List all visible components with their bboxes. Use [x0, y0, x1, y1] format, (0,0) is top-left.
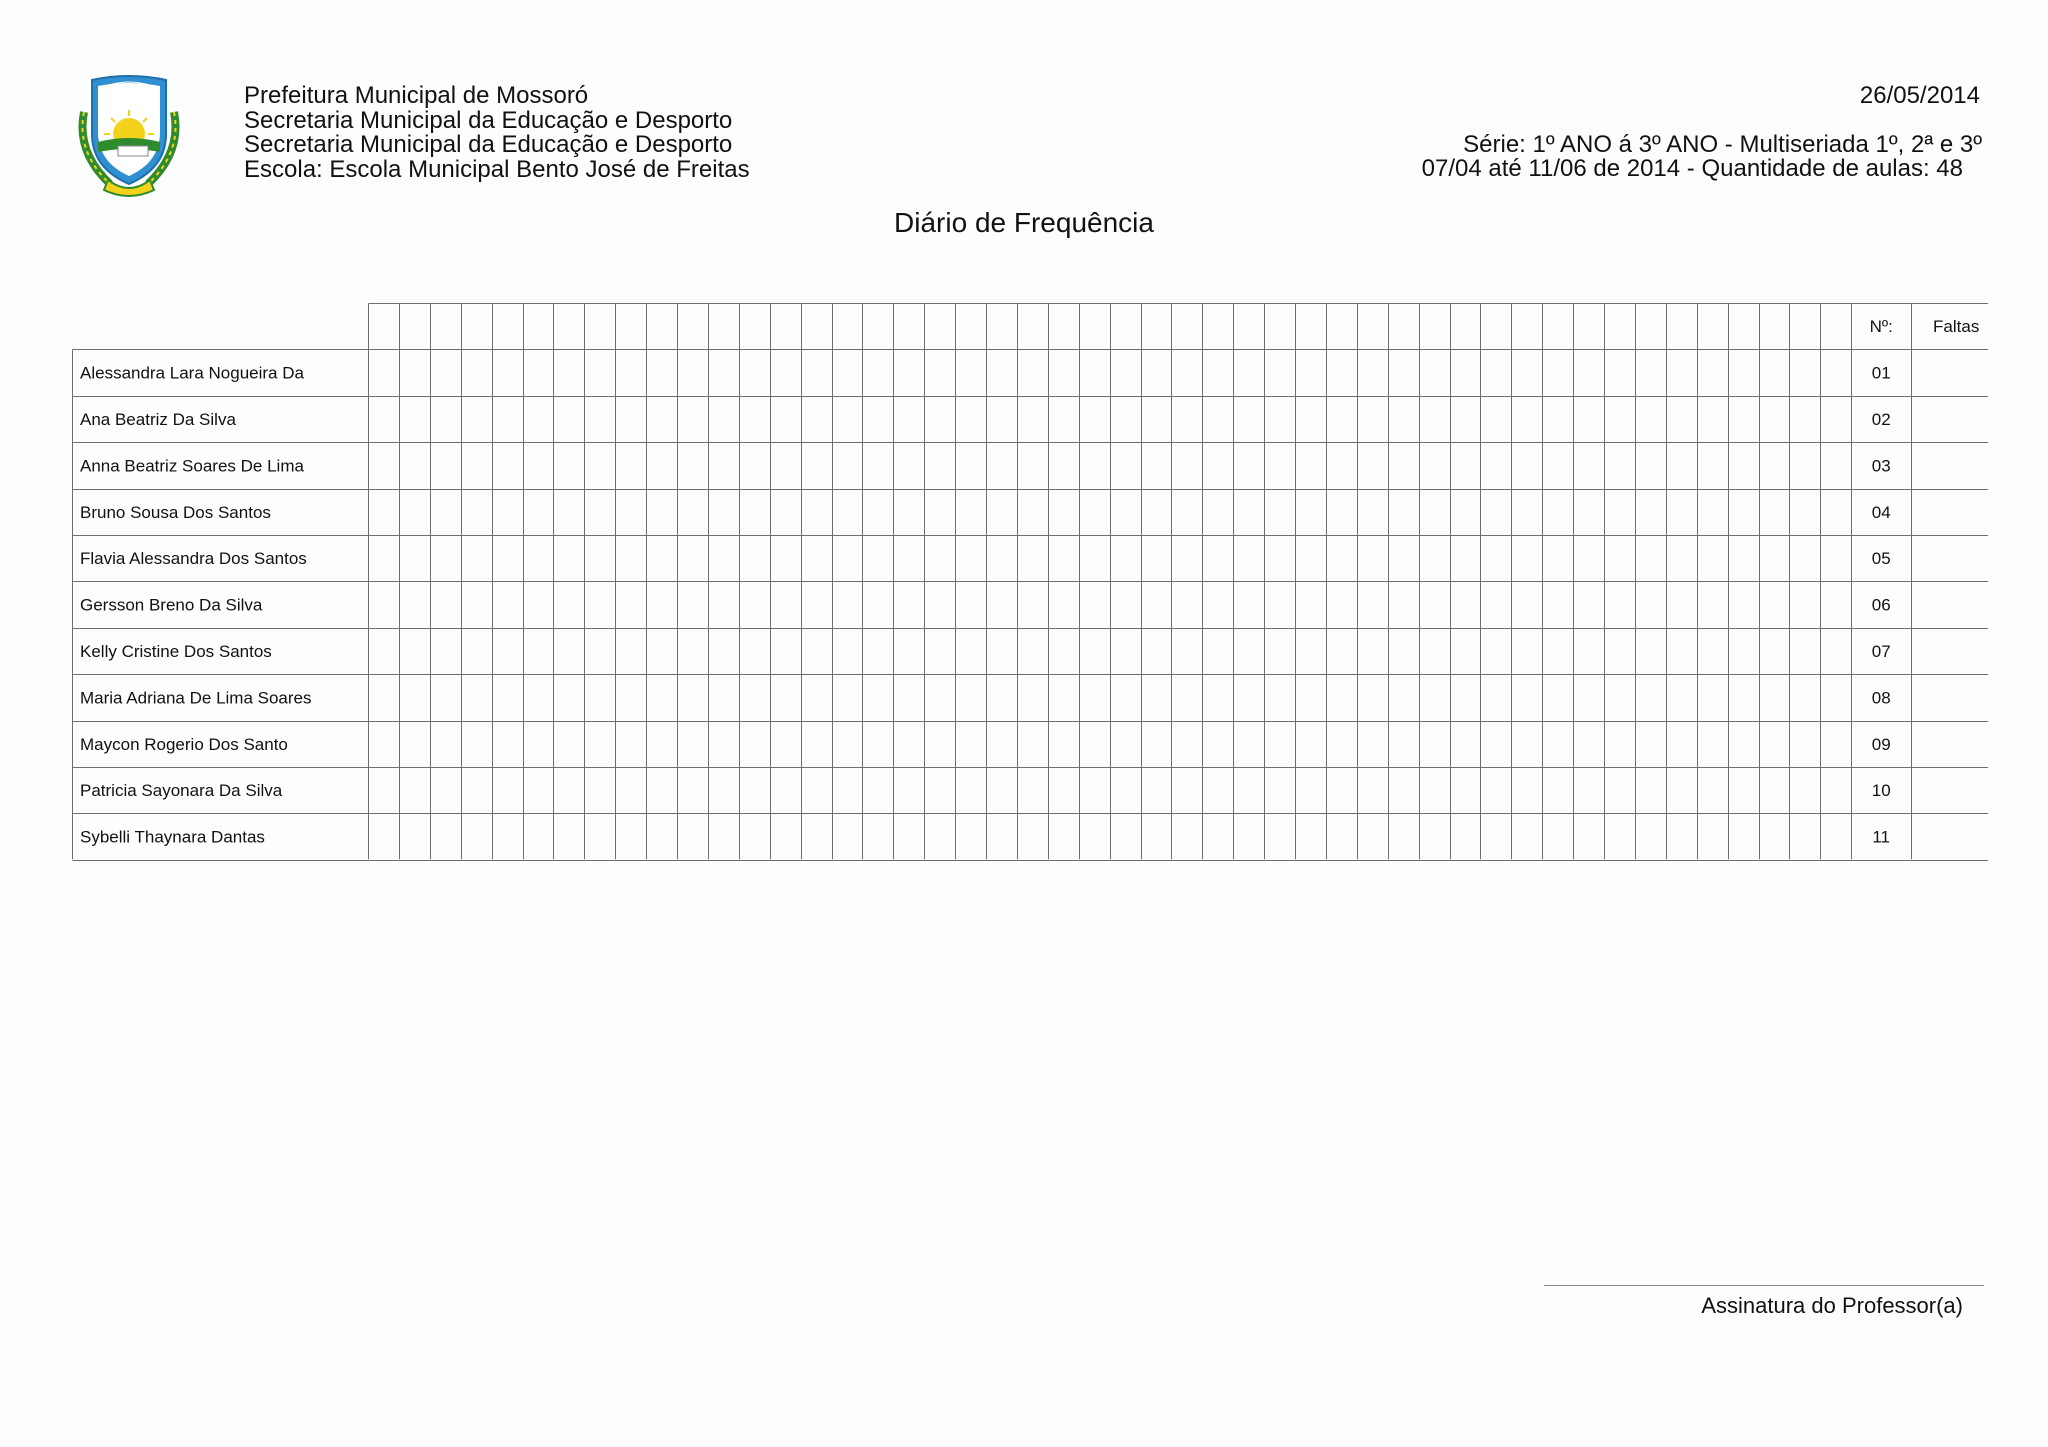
- student-number: 06: [1871, 595, 1891, 615]
- signature-line: [1544, 1285, 1984, 1286]
- header-institution-block: [244, 84, 750, 182]
- column-header-absences: Faltas: [1933, 317, 1980, 337]
- header-prefeitura: Prefeitura Municipal de Mossoró: [244, 82, 589, 109]
- header-secretaria-2: Secretaria Municipal da Educação e Desporto: [244, 131, 733, 158]
- student-name: Ana Beatriz Da Silva: [80, 410, 236, 429]
- student-name: Gersson Breno Da Silva: [80, 595, 263, 615]
- student-name: Alessandra Lara Nogueira Da: [80, 363, 304, 383]
- student-name: Sybelli Thaynara Dantas: [80, 827, 265, 847]
- header-escola: Escola: Escola Municipal Bento José de Freitas: [244, 155, 750, 183]
- period-info: 07/04 até 11/06 de 2014 - Quantidade de aulas: 48: [1421, 155, 1963, 182]
- student-name: Anna Beatriz Soares De Lima: [80, 456, 304, 476]
- student-number: 02: [1871, 410, 1891, 429]
- report-date: 26/05/2014: [1859, 82, 1980, 109]
- attendance-table: [72, 303, 1988, 865]
- student-number: 09: [1871, 734, 1891, 754]
- student-number: 07: [1871, 642, 1891, 661]
- student-number: 01: [1871, 363, 1891, 383]
- student-name: Bruno Sousa Dos Santos: [80, 502, 271, 522]
- column-header-number: Nº:: [1869, 317, 1893, 337]
- student-number: 11: [1872, 827, 1891, 847]
- student-number: 10: [1871, 781, 1891, 801]
- student-name: Patricia Sayonara Da Silva: [80, 781, 283, 801]
- page-title: Diário de Frequência: [894, 207, 1154, 238]
- header-secretaria-1: Secretaria Municipal da Educação e Desporto: [244, 106, 733, 134]
- student-name: Flavia Alessandra Dos Santos: [80, 549, 307, 569]
- student-number: 03: [1871, 456, 1891, 476]
- student-number: 08: [1871, 688, 1891, 708]
- student-name: Kelly Cristine Dos Santos: [80, 642, 272, 661]
- student-number: 05: [1871, 549, 1891, 569]
- student-number: 04: [1871, 502, 1891, 522]
- signature-label: Assinatura do Professor(a): [1701, 1293, 1963, 1318]
- serie-info: Série: 1º ANO á 3º ANO - Multiseriada 1º, 2ª e 3º: [1463, 131, 1982, 158]
- student-name: Maria Adriana De Lima Soares: [80, 688, 312, 708]
- student-name: Maycon Rogerio Dos Santo: [80, 734, 288, 754]
- municipal-coat-of-arms-icon: [70, 72, 188, 198]
